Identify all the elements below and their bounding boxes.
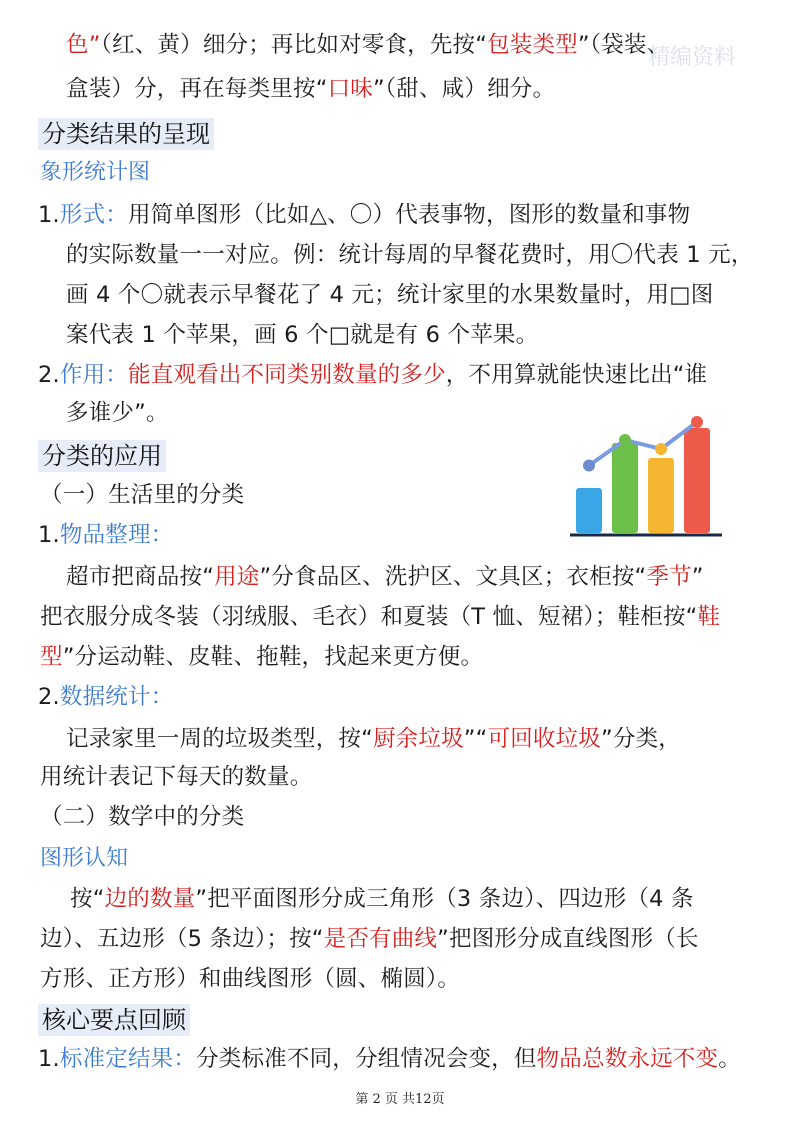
subheading-math: （二）数学中的分类 xyxy=(40,804,245,830)
subheading-pictograph: 象形统计图 xyxy=(40,160,151,185)
text-span: ”“ xyxy=(463,726,488,752)
text-span: 记录家里一周的垃圾类型，按“ xyxy=(66,726,373,752)
text-highlight: 用途 xyxy=(214,564,260,590)
para-shapes-line-1 xyxy=(70,884,694,914)
item-number: 1. xyxy=(38,1046,60,1072)
chart-bar xyxy=(684,428,710,533)
text-span: ”把平面图形分成三角形（3 条边）、四边形（4 条 xyxy=(195,886,694,912)
text-span: ”（袋装、 xyxy=(577,32,670,58)
text-highlight: 厨余垃圾 xyxy=(372,726,464,752)
chart-point xyxy=(583,460,595,472)
item-2-line-1 xyxy=(38,360,707,390)
item-label: 作用： xyxy=(59,362,128,388)
text-span: 按“ xyxy=(70,886,105,912)
para-shapes-line-2 xyxy=(40,924,699,954)
text-span: 盒装）分，再在每类里按“ xyxy=(66,76,328,102)
trend-line xyxy=(589,422,697,466)
text-span: 。 xyxy=(718,1046,741,1072)
item-1-line-4: 案代表 1 个苹果，画 6 个□就是有 6 个苹果。 xyxy=(66,322,539,348)
para-organize-line-2 xyxy=(40,602,720,632)
item-number: 2. xyxy=(38,362,60,388)
item-1-line-1 xyxy=(38,200,690,230)
chart-bar xyxy=(576,488,602,533)
item-stats xyxy=(38,682,173,712)
para-organize-line-3 xyxy=(40,642,483,672)
item-number: 1. xyxy=(38,202,60,228)
subheading-shapes: 图形认知 xyxy=(40,846,129,871)
text-highlight: 型 xyxy=(40,644,63,670)
text-span: 边）、五边形（5 条边）；按“ xyxy=(40,926,324,952)
text-span: 超市把商品按“ xyxy=(66,564,215,590)
text-highlight: 季节 xyxy=(646,564,692,590)
item-label: 数据统计： xyxy=(59,684,174,710)
text-highlight: 鞋 xyxy=(697,604,721,630)
text-span: ”分类， xyxy=(601,726,681,752)
section-heading-application: 分类的应用 xyxy=(38,440,166,472)
item-organize xyxy=(38,520,173,550)
text-span: ”分运动鞋、皮鞋、拖鞋，找起来更方便。 xyxy=(62,644,484,670)
text-line-1 xyxy=(66,30,669,60)
text-highlight: 口味 xyxy=(327,76,373,102)
item-2-line-2: 多谁少”。 xyxy=(66,400,169,426)
para-stats-line-1 xyxy=(66,724,681,754)
item-1-line-2: 的实际数量一一对应。例：统计每周的早餐花费时，用〇代表 1 元， xyxy=(66,242,754,268)
para-shapes-line-3: 方形、正方形）和曲线图形（圆、椭圆）。 xyxy=(40,966,461,992)
text-highlight: 能直观看出不同类别数量的多少 xyxy=(127,362,446,388)
subheading-life: （一）生活里的分类 xyxy=(40,482,245,508)
text-span: ”（甜、咸）细分。 xyxy=(372,76,556,102)
text-highlight: 是否有曲线 xyxy=(323,926,438,952)
chart-bar xyxy=(612,443,638,533)
item-number: 1. xyxy=(38,522,60,548)
text-span: ” xyxy=(691,564,704,590)
item-1-line-3: 画 4 个〇就表示早餐花了 4 元；统计家里的水果数量时，用□图 xyxy=(66,282,714,308)
page-footer: 第 2 页 共12页 xyxy=(355,1092,445,1107)
text-span: 用简单图形（比如△、〇）代表事物，图形的数量和事物 xyxy=(127,202,691,228)
text-highlight: 色” xyxy=(66,32,101,58)
item-label: 标准定结果： xyxy=(59,1046,197,1072)
section-heading-presentation: 分类结果的呈现 xyxy=(38,118,214,150)
text-highlight: 物品总数永远不变 xyxy=(536,1046,719,1072)
chart-point xyxy=(691,416,703,428)
text-highlight: 边的数量 xyxy=(104,886,196,912)
review-item-1 xyxy=(38,1044,741,1074)
text-span: ，不用算就能快速比出“谁 xyxy=(445,362,708,388)
text-highlight: 包装类型 xyxy=(487,32,578,58)
text-span: （红、黄）细分；再比如对零食，先按“ xyxy=(100,32,488,58)
text-span: 把衣服分成冬装（羽绒服、毛衣）和夏装（T 恤、短裙）；鞋柜按“ xyxy=(40,604,698,630)
item-label: 物品整理： xyxy=(59,522,174,548)
section-heading-review: 核心要点回顾 xyxy=(38,1004,190,1036)
text-span: ”分食品区、洗护区、文具区；衣柜按“ xyxy=(259,564,647,590)
text-span: 分类标准不同，分组情况会变，但 xyxy=(196,1046,537,1072)
para-stats-line-2: 用统计表记下每天的数量。 xyxy=(40,764,313,790)
chart-point xyxy=(655,443,667,455)
chart-point xyxy=(619,434,631,446)
item-number: 2. xyxy=(38,684,60,710)
text-span: ”把图形分成直线图形（长 xyxy=(437,926,699,952)
text-highlight: 可回收垃圾 xyxy=(487,726,602,752)
chart-bar xyxy=(648,458,674,533)
para-organize-line-1 xyxy=(66,562,704,592)
bar-chart-illustration xyxy=(566,405,726,540)
watermark-top: 精编资料 xyxy=(648,45,737,70)
item-label: 形式： xyxy=(59,202,128,228)
text-line-2 xyxy=(66,74,555,104)
